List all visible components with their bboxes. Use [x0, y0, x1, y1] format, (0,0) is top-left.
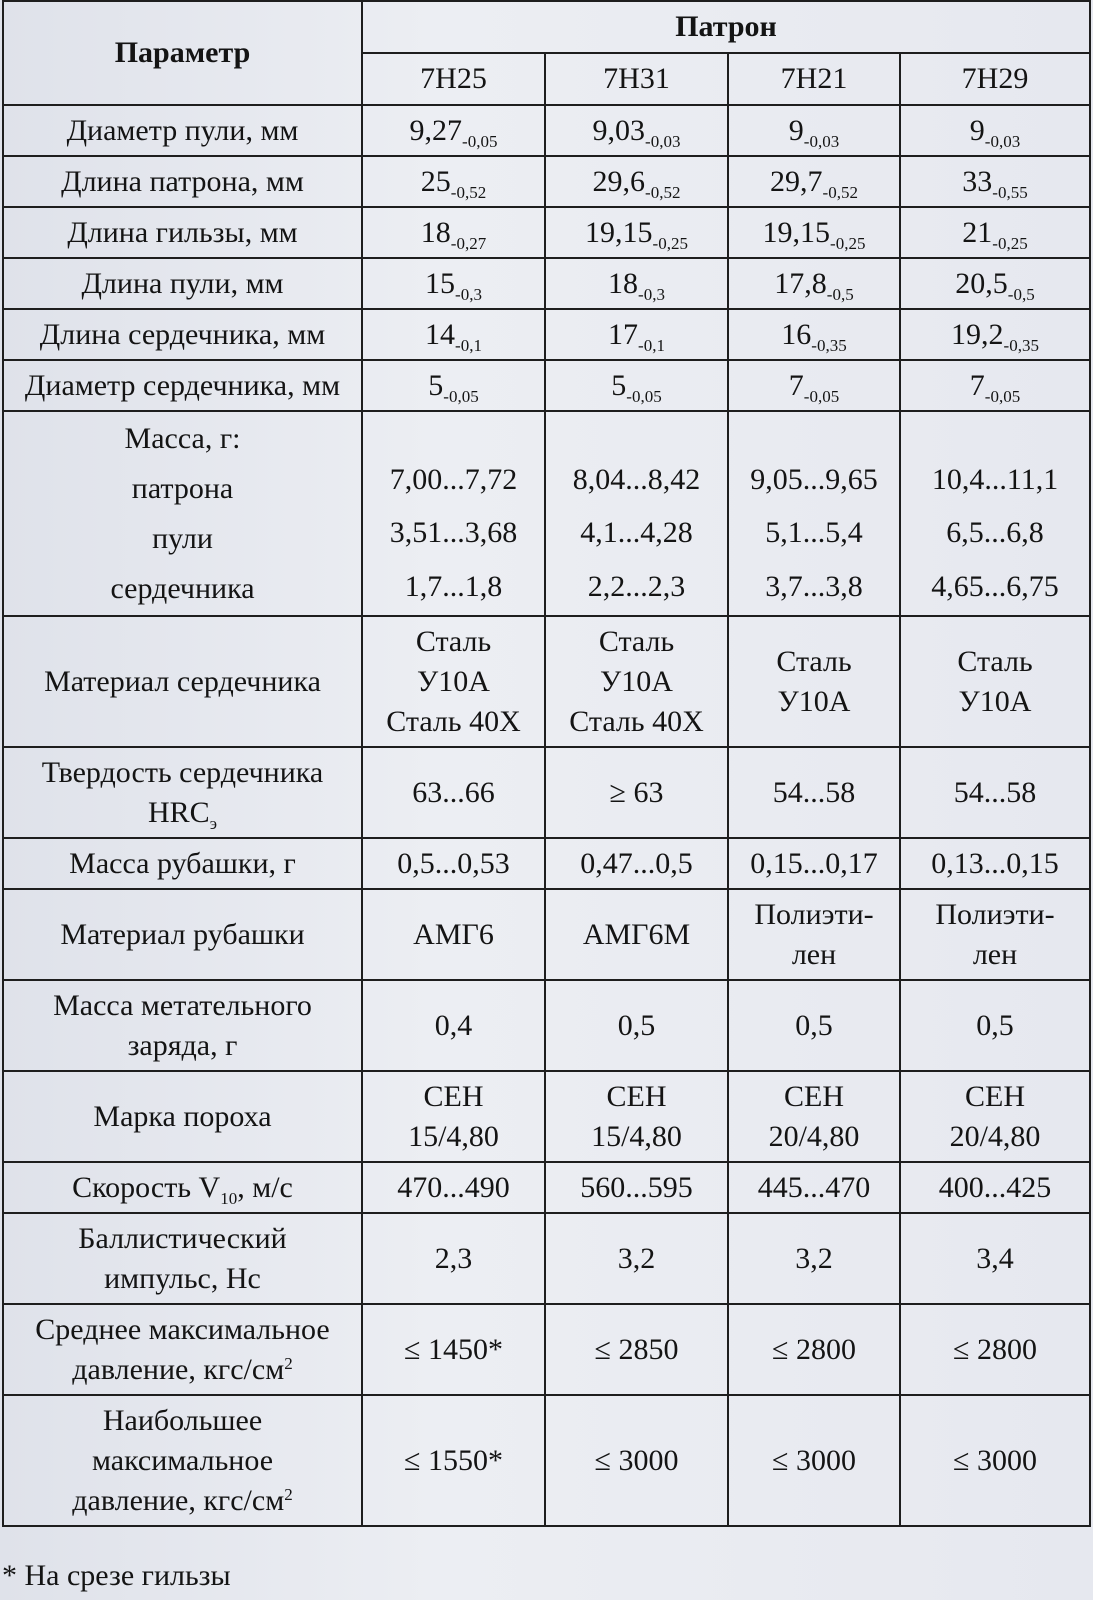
value-cell: СЕН 15/4,80	[545, 1071, 728, 1162]
value-cell: 54...58	[900, 747, 1090, 838]
value-cell: 0,5	[545, 980, 728, 1071]
row-jacket-material	[3, 889, 1090, 980]
row-label: Баллистический импульс, Нс	[3, 1213, 362, 1304]
value-cell: СЕН 20/4,80	[900, 1071, 1090, 1162]
value-cell: $18_{-0,3}$	[545, 258, 728, 309]
value-cell: $20,5_{-0,5}$	[900, 258, 1090, 309]
row-bullet-diameter	[3, 105, 1090, 156]
value-cell: АМГ6	[362, 889, 545, 980]
value-cell: АМГ6М	[545, 889, 728, 980]
value-cell: $14_{-0,1}$	[362, 309, 545, 360]
row-label: Диаметр пули, мм	[3, 105, 362, 156]
header-col-7n21: 7Н21	[728, 53, 900, 105]
row-label: Масса, г: патрона пули сердечника	[3, 411, 362, 616]
value-cell: Сталь У10А Сталь 40Х	[362, 616, 545, 747]
value-cell: ≤ 3000	[545, 1395, 728, 1526]
value-cell: 9,05...9,65 5,1...5,4 3,7...3,8	[728, 411, 900, 616]
row-speed	[3, 1162, 1090, 1213]
value-cell: $18_{-0,27}$	[362, 207, 545, 258]
row-label: Марка пороха	[3, 1071, 362, 1162]
value-cell: $9,03_{-0,03}$	[545, 105, 728, 156]
header-cartridge: Патрон	[362, 1, 1090, 53]
row-charge-mass	[3, 980, 1090, 1071]
value-cell: 0,5	[900, 980, 1090, 1071]
value-cell: ≤ 2800	[728, 1304, 900, 1395]
value-cell: ≤ 3000	[900, 1395, 1090, 1526]
value-cell: $29,6_{-0,52}$	[545, 156, 728, 207]
value-cell: Сталь У10А	[900, 616, 1090, 747]
value-cell: $33_{-0,55}$	[900, 156, 1090, 207]
value-cell: $16_{-0,35}$	[728, 309, 900, 360]
value-cell: 8,04...8,42 4,1...4,28 2,2...2,3	[545, 411, 728, 616]
value-cell: 400...425	[900, 1162, 1090, 1213]
header-col-7n25: 7Н25	[362, 53, 545, 105]
value-cell: 10,4...11,1 6,5...6,8 4,65...6,75	[900, 411, 1090, 616]
value-cell: $5_{-0,05}$	[545, 360, 728, 411]
value-cell: $19,2_{-0,35}$	[900, 309, 1090, 360]
row-label: Длина патрона, мм	[3, 156, 362, 207]
header-col-7n29: 7Н29	[900, 53, 1090, 105]
value-cell: $9_{-0,03}$	[900, 105, 1090, 156]
value-cell: ≤ 3000	[728, 1395, 900, 1526]
row-label: Масса метательного заряда, г	[3, 980, 362, 1071]
value-cell: 3,2	[545, 1213, 728, 1304]
header-col-7n31: 7Н31	[545, 53, 728, 105]
value-cell: 7,00...7,72 3,51...3,68 1,7...1,8	[362, 411, 545, 616]
value-cell: $9,27_{-0,05}$	[362, 105, 545, 156]
row-case-length	[3, 207, 1090, 258]
value-cell: 470...490	[362, 1162, 545, 1213]
value-cell: 63...66	[362, 747, 545, 838]
value-cell: 3,2	[728, 1213, 900, 1304]
value-cell: СЕН 20/4,80	[728, 1071, 900, 1162]
value-cell: Сталь У10А Сталь 40Х	[545, 616, 728, 747]
row-cartridge-length	[3, 156, 1090, 207]
value-cell: 0,4	[362, 980, 545, 1071]
value-cell: 3,4	[900, 1213, 1090, 1304]
row-bullet-length	[3, 258, 1090, 309]
row-largest-max-pressure	[3, 1395, 1090, 1526]
row-core-diameter	[3, 360, 1090, 411]
value-cell: $21_{-0,25}$	[900, 207, 1090, 258]
row-core-length	[3, 309, 1090, 360]
row-ballistic-impulse	[3, 1213, 1090, 1304]
value-cell: 0,47...0,5	[545, 838, 728, 889]
value-cell: ≤ 1450*	[362, 1304, 545, 1395]
value-cell: ≥ 63	[545, 747, 728, 838]
value-cell: $15_{-0,3}$	[362, 258, 545, 309]
value-cell: $25_{-0,52}$	[362, 156, 545, 207]
value-cell: $9_{-0,03}$	[728, 105, 900, 156]
value-cell: 560...595	[545, 1162, 728, 1213]
value-cell: 0,5...0,53	[362, 838, 545, 889]
value-cell: $17_{-0,1}$	[545, 309, 728, 360]
row-label: Материал сердечника	[3, 616, 362, 747]
footnote: * На срезе гильзы	[2, 1559, 231, 1592]
value-cell: 0,5	[728, 980, 900, 1071]
value-cell: $5_{-0,05}$	[362, 360, 545, 411]
row-label: Скорость $V_{10}$, м/с	[3, 1162, 362, 1213]
value-cell: $7_{-0,05}$	[900, 360, 1090, 411]
row-label: Наибольшее максимальное давление, кгс/$см^2$	[3, 1395, 362, 1526]
value-cell: 54...58	[728, 747, 900, 838]
cartridge-spec-table	[2, 0, 1091, 1527]
value-cell: $7_{-0,05}$	[728, 360, 900, 411]
row-label: Среднее максимальное давление, кгс/$см^2$	[3, 1304, 362, 1395]
row-core-hardness	[3, 747, 1090, 838]
row-jacket-mass	[3, 838, 1090, 889]
row-label: Длина пули, мм	[3, 258, 362, 309]
header-param: Параметр	[3, 1, 362, 105]
value-cell: 445...470	[728, 1162, 900, 1213]
value-cell: ≤ 1550*	[362, 1395, 545, 1526]
value-cell: $29,7_{-0,52}$	[728, 156, 900, 207]
value-cell: 2,3	[362, 1213, 545, 1304]
row-label: Материал рубашки	[3, 889, 362, 980]
value-cell: СЕН 15/4,80	[362, 1071, 545, 1162]
value-cell: Полиэти- лен	[900, 889, 1090, 980]
row-powder-brand	[3, 1071, 1090, 1162]
value-cell: $17,8_{-0,5}$	[728, 258, 900, 309]
value-cell: 0,13...0,15	[900, 838, 1090, 889]
row-label: Масса рубашки, г	[3, 838, 362, 889]
value-cell: $19,15_{-0,25}$	[545, 207, 728, 258]
row-label: Диаметр сердечника, мм	[3, 360, 362, 411]
row-core-material	[3, 616, 1090, 747]
value-cell: 0,15...0,17	[728, 838, 900, 889]
row-mass	[3, 411, 1090, 616]
value-cell: ≤ 2800	[900, 1304, 1090, 1395]
value-cell: $19,15_{-0,25}$	[728, 207, 900, 258]
value-cell: ≤ 2850	[545, 1304, 728, 1395]
row-avg-max-pressure	[3, 1304, 1090, 1395]
row-label: Твердость сердечника $HRC_э$	[3, 747, 362, 838]
row-label: Длина сердечника, мм	[3, 309, 362, 360]
value-cell: Сталь У10А	[728, 616, 900, 747]
row-label: Длина гильзы, мм	[3, 207, 362, 258]
value-cell: Полиэти- лен	[728, 889, 900, 980]
